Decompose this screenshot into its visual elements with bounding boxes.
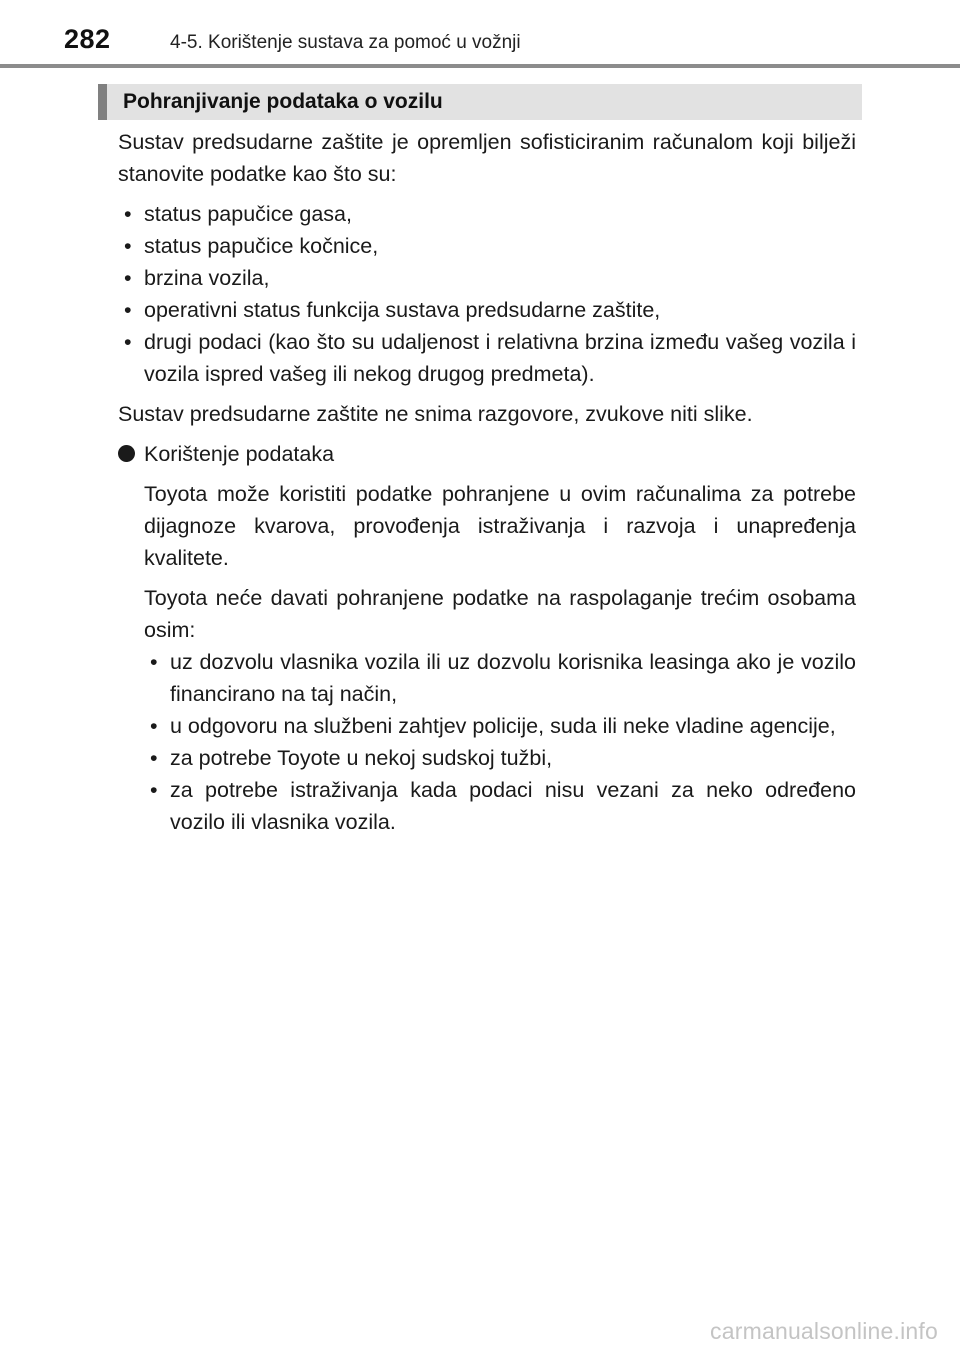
chapter-title: 4-5. Korištenje sustava za pomoć u vožnji bbox=[170, 32, 521, 53]
list-item bbox=[144, 710, 856, 742]
page-header bbox=[0, 0, 960, 70]
list-item bbox=[118, 262, 856, 294]
usage-section bbox=[118, 478, 856, 838]
list-item bbox=[118, 294, 856, 326]
list-item bbox=[118, 230, 856, 262]
list-item bbox=[118, 198, 856, 230]
list-item bbox=[144, 774, 856, 838]
usage-heading-text: Korištenje podataka bbox=[144, 442, 335, 466]
bullet-icon: • bbox=[150, 778, 158, 802]
list-item-text: status papučice gasa, bbox=[144, 202, 352, 226]
filled-circle-icon bbox=[118, 445, 135, 462]
bullet-icon: • bbox=[150, 746, 158, 770]
not-recorded-paragraph: Sustav predsudarne zaštite ne snima razgovore, zvukove niti slike. bbox=[118, 402, 753, 426]
bullet-icon: • bbox=[150, 650, 158, 674]
bullet-icon: • bbox=[124, 234, 132, 258]
usage-subheading bbox=[118, 438, 856, 470]
header-divider bbox=[0, 64, 960, 68]
list-item-text: u odgovoru na službeni zahtjev policije, suda ili neke vladine agencije, bbox=[170, 714, 836, 738]
recorded-data-list bbox=[118, 198, 856, 390]
usage-paragraph-2: Toyota neće davati pohranjene podatke na raspolaganje trećim osobama osim: bbox=[144, 586, 856, 642]
intro-paragraph: Sustav predsudarne zaštite je opremljen sofisticiranim računalom koji bilježi stanovite podatke kao što su: bbox=[118, 130, 856, 186]
list-item-text: operativni status funkcija sustava predsudarne zaštite, bbox=[144, 298, 661, 322]
section-heading-bar bbox=[98, 84, 862, 120]
list-item bbox=[144, 646, 856, 710]
bullet-icon: • bbox=[124, 298, 132, 322]
list-item-text: uz dozvolu vlasnika vozila ili uz dozvolu korisnika leasinga ako je vozilo financirano na taj način, bbox=[170, 650, 856, 706]
list-item-text: drugi podaci (kao što su udaljenost i relativna brzina između vašeg vozila i vozila ispred vašeg ili nekog drugog predmeta). bbox=[144, 330, 856, 386]
bullet-icon: • bbox=[150, 714, 158, 738]
list-item bbox=[144, 742, 856, 774]
list-item-text: brzina vozila, bbox=[144, 266, 270, 290]
bullet-icon: • bbox=[124, 202, 132, 226]
list-item-text: za potrebe istraživanja kada podaci nisu vezani za neko određeno vozilo ili vlasnika vozila. bbox=[170, 778, 856, 834]
list-item-text: status papučice kočnice, bbox=[144, 234, 379, 258]
exceptions-list bbox=[144, 646, 856, 838]
list-item-text: za potrebe Toyote u nekoj sudskoj tužbi, bbox=[170, 746, 553, 770]
section-title: Pohranjivanje podataka o vozilu bbox=[123, 90, 443, 113]
page-number: 282 bbox=[64, 24, 111, 54]
watermark: carmanualsonline.info bbox=[710, 1318, 938, 1344]
bullet-icon: • bbox=[124, 330, 132, 354]
list-item bbox=[118, 326, 856, 390]
page-content bbox=[118, 126, 856, 838]
bullet-icon: • bbox=[124, 266, 132, 290]
usage-paragraph-1: Toyota može koristiti podatke pohranjene u ovim računalima za potrebe dijagnoze kvarova, provođenja istraživanja i razvoja i unapređenja kvalitete. bbox=[144, 482, 856, 570]
